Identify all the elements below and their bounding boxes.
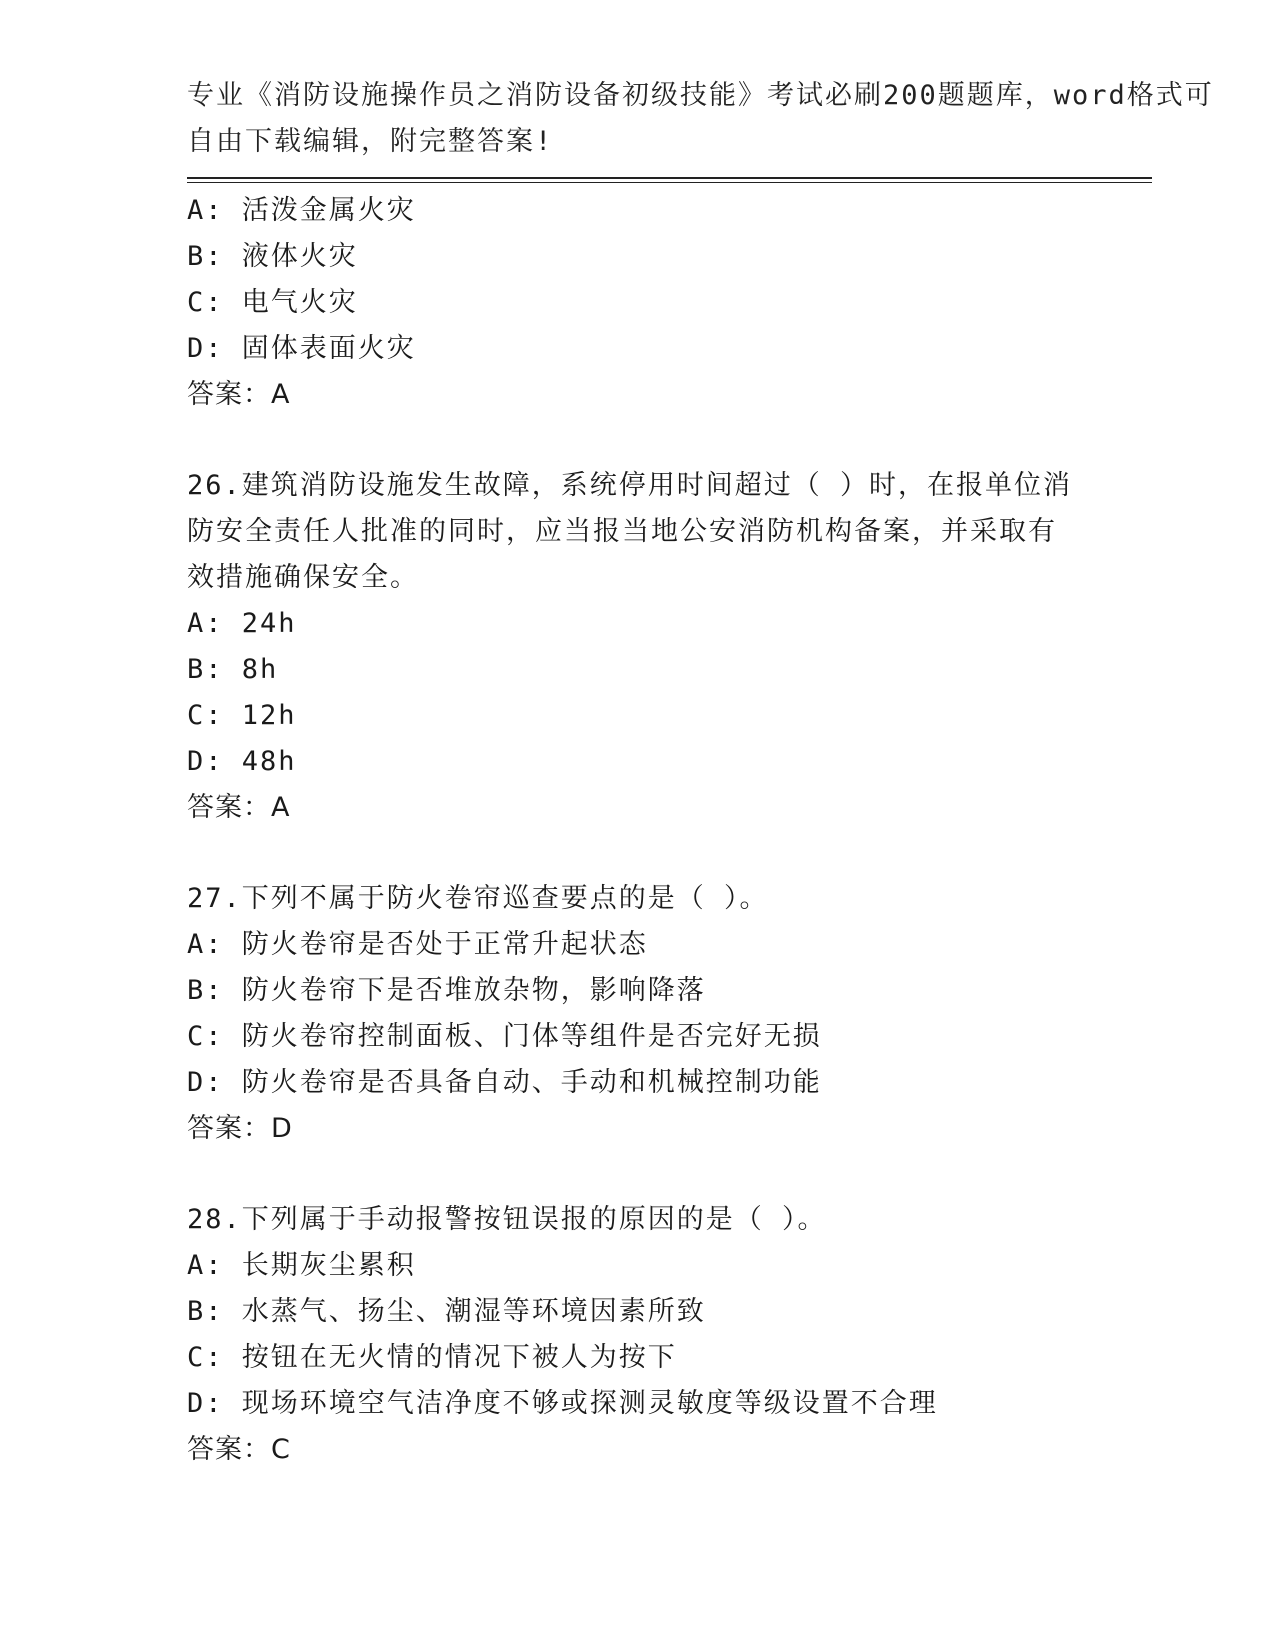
- option-c: C: 电气火灾: [187, 287, 358, 318]
- spacer: [187, 1152, 1087, 1197]
- question-block: [187, 876, 1087, 1152]
- header-line-1: 专业《消防设施操作员之消防设备初级技能》考试必刷200题题库，word格式可: [187, 80, 1214, 111]
- answer-line: 答案：C: [187, 1434, 291, 1465]
- option-a: A: 活泼金属火灾: [187, 195, 416, 226]
- document-header: [187, 73, 1214, 165]
- question-text-line: 效措施确保安全。: [187, 562, 419, 593]
- header-rule-thin: [187, 182, 1152, 183]
- spacer: [187, 418, 1087, 463]
- option-a: A: 防火卷帘是否处于正常升起状态: [187, 929, 648, 960]
- question-text-line: 26.建筑消防设施发生故障，系统停用时间超过（ ）时，在报单位消: [187, 470, 1073, 501]
- question-list: [187, 188, 1087, 1473]
- option-c: C: 防火卷帘控制面板、门体等组件是否完好无损: [187, 1021, 822, 1052]
- spacer: [187, 831, 1087, 876]
- header-rule-thick: [187, 177, 1152, 179]
- option-d: D: 防火卷帘是否具备自动、手动和机械控制功能: [187, 1067, 822, 1098]
- option-a: A: 长期灰尘累积: [187, 1250, 416, 1281]
- question-block: [187, 188, 1087, 418]
- option-b: B: 8h: [187, 654, 279, 685]
- option-d: D: 48h: [187, 746, 297, 777]
- option-a: A: 24h: [187, 608, 297, 639]
- question-text-line: 防安全责任人批准的同时，应当报当地公安消防机构备案，并采取有: [187, 516, 1057, 547]
- answer-line: 答案：A: [187, 792, 291, 823]
- header-line-2: 自由下载编辑，附完整答案!: [187, 126, 554, 157]
- question-block: [187, 463, 1087, 831]
- option-c: C: 12h: [187, 700, 297, 731]
- option-b: B: 防火卷帘下是否堆放杂物，影响降落: [187, 975, 706, 1006]
- option-b: B: 液体火灾: [187, 241, 358, 272]
- option-d: D: 现场环境空气洁净度不够或探测灵敏度等级设置不合理: [187, 1388, 938, 1419]
- option-d: D: 固体表面火灾: [187, 333, 416, 364]
- answer-line: 答案：A: [187, 379, 291, 410]
- question-text-line: 27.下列不属于防火卷帘巡查要点的是（ ）。: [187, 883, 769, 914]
- option-b: B: 水蒸气、扬尘、潮湿等环境因素所致: [187, 1296, 706, 1327]
- option-c: C: 按钮在无火情的情况下被人为按下: [187, 1342, 677, 1373]
- question-text-line: 28.下列属于手动报警按钮误报的原因的是（ ）。: [187, 1204, 827, 1235]
- question-block: [187, 1197, 1087, 1473]
- answer-line: 答案：D: [187, 1113, 293, 1144]
